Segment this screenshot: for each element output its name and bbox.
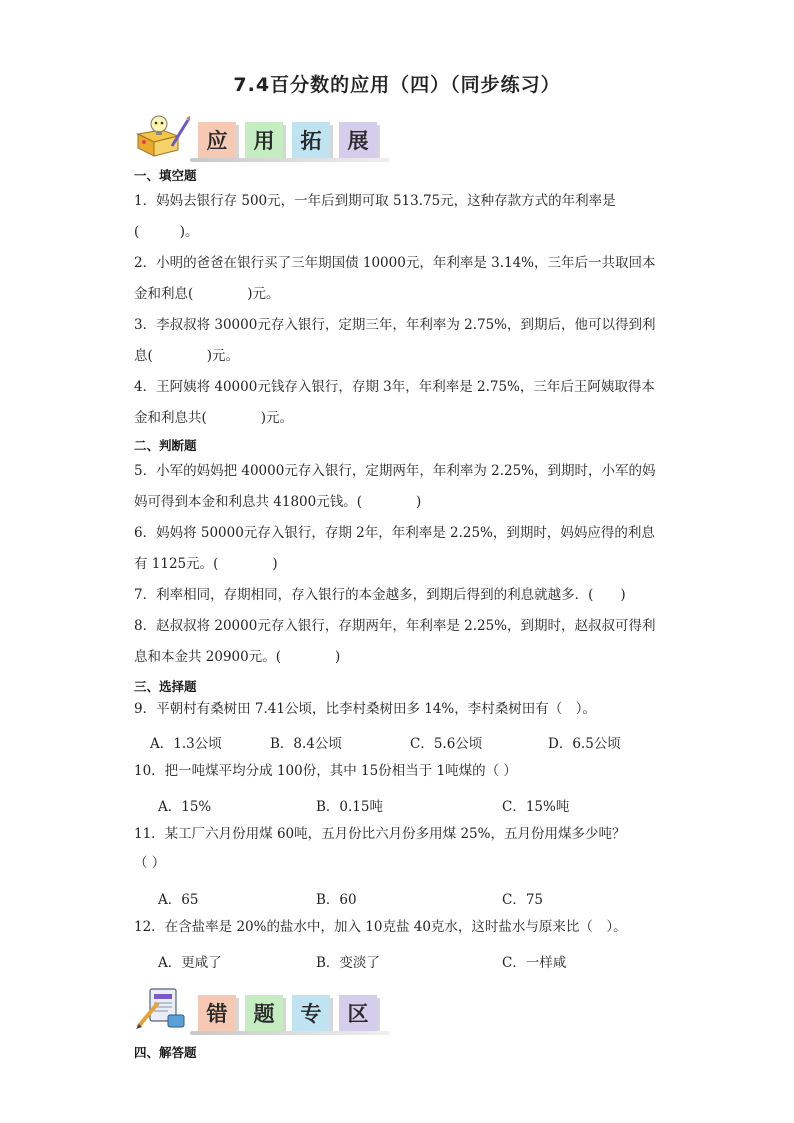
question-text: 12．在含盐率是 20%的盐水中，加入 10克盐 40克水，这时盐水与原来比（ ）。 xyxy=(134,919,627,935)
question-9 xyxy=(134,694,664,725)
question-6 xyxy=(134,518,664,580)
question-text: 9．平朝村有桑树田 7.41公顷，比李村桑树田多 14%，李村桑树田有（ ）。 xyxy=(134,701,596,717)
answer-blank[interactable]: 妈可得到本金和利息共 41800元钱。( ) xyxy=(134,494,422,510)
section-heading-multiple-choice: 三、选择题 xyxy=(134,679,197,694)
banner-tile: 专 xyxy=(292,995,330,1031)
answer-blank[interactable]: 金和利息共( )元。 xyxy=(134,410,294,426)
question-2 xyxy=(134,248,664,310)
answer-blank[interactable]: 息( )元。 xyxy=(134,348,240,364)
banner-underline xyxy=(190,1031,390,1035)
question-text: 1．妈妈去银行存 500元，一年后到期可取 513.75元，这种存款方式的年利率是 xyxy=(134,193,616,209)
section-heading-true-false: 二、判断题 xyxy=(134,438,197,453)
option-c[interactable]: C．一样咸 xyxy=(502,955,567,971)
option-c[interactable]: C．5.6公顷 xyxy=(410,736,483,752)
question-text: 8．赵叔叔将 20000元存入银行，存期两年，年利率是 2.25%，到期时，赵叔叔可得利 xyxy=(134,618,656,634)
question-text: 11．某工厂六月份用煤 60吨，五月份比六月份多用煤 25%，五月份用煤多少吨？ xyxy=(134,826,626,842)
page-title: 7.4百分数的应用（四）（同步练习） xyxy=(233,74,561,96)
question-12 xyxy=(134,912,664,943)
answer-blank[interactable]: （ ） xyxy=(134,855,166,871)
banner-tile: 展 xyxy=(339,122,377,158)
option-b[interactable]: B．60 xyxy=(316,892,357,908)
answer-blank[interactable]: ( )。 xyxy=(134,224,199,240)
banner-tile: 用 xyxy=(245,122,283,158)
question-8 xyxy=(134,611,664,673)
section-banner-application xyxy=(132,112,386,158)
answer-blank[interactable]: 金和利息( )元。 xyxy=(134,286,280,302)
answer-blank[interactable]: 有 1125元。( ) xyxy=(134,556,278,572)
question-4 xyxy=(134,372,664,434)
notebook-pencil-icon xyxy=(132,985,194,1031)
option-b[interactable]: B．8.4公顷 xyxy=(270,736,342,752)
question-text: 10．把一吨煤平均分成 100份，其中 15份相当于 1吨煤的（ ） xyxy=(134,763,517,779)
option-a[interactable]: A．15% xyxy=(158,799,212,815)
answer-blank[interactable]: 息和本金共 20900元。( ) xyxy=(134,649,341,665)
lightbulb-box-icon xyxy=(132,112,194,158)
section-heading-fill-blank: 一、填空题 xyxy=(134,168,197,183)
option-d[interactable]: D．6.5公顷 xyxy=(548,736,621,752)
option-b[interactable]: B．变淡了 xyxy=(316,955,380,971)
option-c[interactable]: C．75 xyxy=(502,892,544,908)
option-a[interactable]: A．65 xyxy=(158,892,199,908)
question-text: 3．李叔叔将 30000元存入银行，定期三年，年利率为 2.75%，到期后，他可以得到利 xyxy=(134,317,656,333)
question-text: 4．王阿姨将 40000元钱存入银行，存期 3年，年利率是 2.75%，三年后王阿姨取得本 xyxy=(134,379,655,395)
option-b[interactable]: B．0.15吨 xyxy=(316,799,383,815)
question-7 xyxy=(134,580,664,611)
banner-tile: 区 xyxy=(339,995,377,1031)
question-text: 6．妈妈将 50000元存入银行，存期 2年，年利率是 2.25%，到期时，妈妈应得的利息 xyxy=(134,525,655,541)
section-banner-mistakes xyxy=(132,985,386,1031)
question-11 xyxy=(134,819,664,876)
option-a[interactable]: A．1.3公顷 xyxy=(150,736,222,752)
question-3 xyxy=(134,310,664,372)
question-10 xyxy=(134,756,664,787)
question-5 xyxy=(134,456,664,518)
banner-tile: 错 xyxy=(198,995,236,1031)
banner-tile: 应 xyxy=(198,122,236,158)
option-a[interactable]: A．更咸了 xyxy=(158,955,222,971)
question-1 xyxy=(134,186,664,248)
option-c[interactable]: C．15%吨 xyxy=(502,799,570,815)
question-text: 2．小明的爸爸在银行买了三年期国债 10000元，年利率是 3.14%，三年后一共取回本 xyxy=(134,255,656,271)
banner-tile: 拓 xyxy=(292,122,330,158)
banner-underline xyxy=(190,158,390,162)
banner-tile: 题 xyxy=(245,995,283,1031)
question-text: 5．小军的妈妈把 40000元存入银行，定期两年，年利率为 2.25%，到期时，小军的妈 xyxy=(134,463,656,479)
question-text[interactable]: 7．利率相同，存期相同，存入银行的本金越多，到期后得到的利息就越多．( ) xyxy=(134,587,626,603)
section-heading-solve: 四、解答题 xyxy=(134,1045,197,1060)
